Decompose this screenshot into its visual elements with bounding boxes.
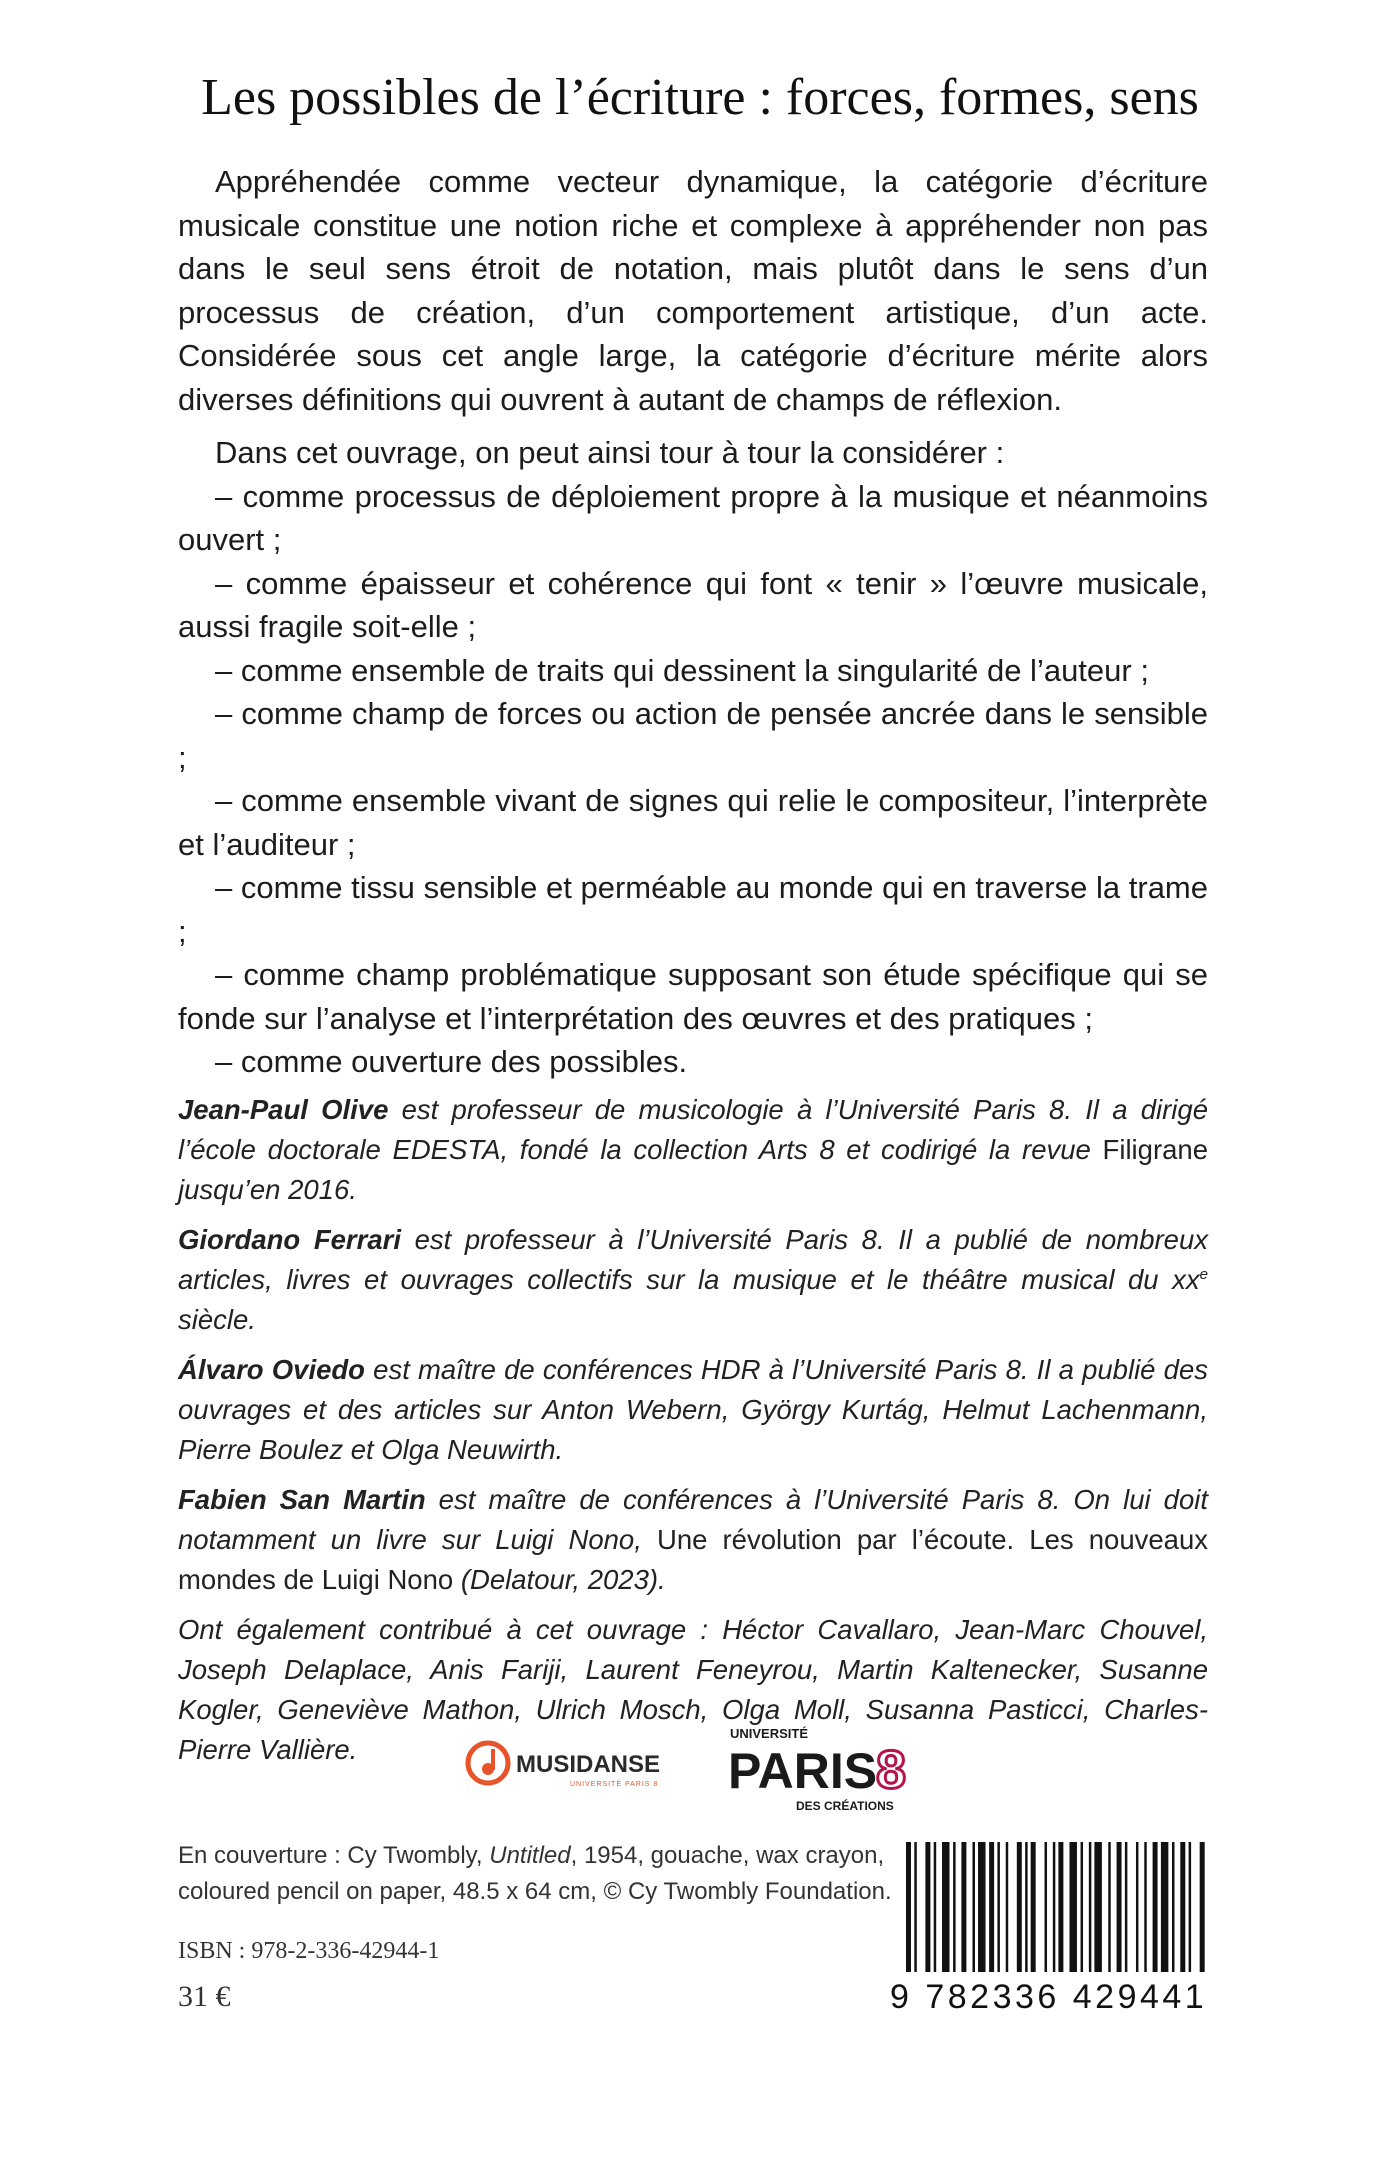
barcode-bar xyxy=(1006,1842,1008,1972)
barcode-bar xyxy=(1108,1842,1110,1972)
list-item: – comme ensemble de traits qui dessinent la singularité de l’auteur ; xyxy=(215,652,1149,688)
barcode-bar xyxy=(953,1842,955,1972)
barcode-bar xyxy=(1136,1842,1138,1972)
barcode-bar xyxy=(1180,1842,1185,1972)
bio-text: est professeur de musicologie à l’Université Paris 8. Il a dirigé l’école doctorale EDESTA, fondé la collection Arts 8 et codirigé la revue xyxy=(178,1094,1208,1165)
barcode-bar xyxy=(1081,1842,1083,1972)
barcode-bar xyxy=(1045,1842,1047,1972)
barcode-bar xyxy=(1144,1842,1146,1972)
bio-text: est professeur à l’Université Paris 8. Il a publié de nombreux articles, livres et ouvrages collectifs sur la musique et le théâtre musical du xyxy=(178,1224,1208,1295)
barcode-bar xyxy=(925,1842,930,1972)
list-item: – comme épaisseur et cohérence qui font « tenir » l’œuvre musicale, aussi fragile soit-elle ; xyxy=(178,565,1208,644)
list-item: – comme champ problématique supposant son étude spécifique qui se fonde sur l’analyse et l’interprétation des œuvres et des pratiques ; xyxy=(178,957,1208,1036)
bio-text: est maître de conférences HDR à l’Université Paris 8. Il a publié des ouvrages et des articles sur Anton Webern, György Kurtág, Helmut Lachenmann, Pierre Boulez et Olga Neuwirth. xyxy=(178,1354,1208,1465)
book-title: Les possibles de l’écriture : forces, formes, sens xyxy=(201,69,1199,126)
contributors: Ont également contribué à cet ouvrage : Héctor Cavallaro, Jean-Marc Chouvel, Joseph Delaplace, Anis Fariji, Laurent Feneyrou, Martin Kaltenecker, Susanne Kogler, Geneviève Mathon, Ulrich Mosch, Olga Moll, Susanna Pasticci, Charles-Pierre Vallière. xyxy=(178,1614,1208,1765)
book-title-ref: Une révolution par l’écoute. Les nouveaux mondes de Luigi Nono xyxy=(178,1524,1208,1595)
author-name: Álvaro Oviedo xyxy=(178,1354,365,1385)
barcode-bar xyxy=(989,1842,994,1972)
artwork-title: Untitled xyxy=(489,1842,571,1869)
barcode-bar xyxy=(1125,1842,1127,1972)
barcode-bar xyxy=(1153,1842,1158,1972)
barcode-bar xyxy=(1200,1842,1205,1972)
barcode-bar xyxy=(914,1842,916,1972)
price: 31 € xyxy=(178,1980,231,2013)
barcode-bar xyxy=(1031,1842,1036,1972)
barcode-bar xyxy=(997,1842,999,1972)
musidanse-icon xyxy=(464,1735,684,1795)
barcode-number: 9 782336 429441 xyxy=(890,1978,1208,2016)
bio-olive xyxy=(178,1090,1208,1210)
barcode-bar xyxy=(934,1842,936,1972)
barcode-bar xyxy=(1025,1842,1027,1972)
list-item: – comme tissu sensible et perméable au monde qui en traverse la trame ; xyxy=(178,870,1208,949)
paris8-logo xyxy=(726,1722,916,1814)
cover-credit xyxy=(178,1838,898,1910)
bio-text: est maître de conférences à l’Université Paris 8. On lui doit notamment un livre sur Luigi Nono, xyxy=(178,1484,1208,1555)
bio-ferrari xyxy=(178,1220,1208,1340)
barcode-bar xyxy=(1058,1842,1063,1972)
paris8-digit: 8 xyxy=(876,1740,907,1800)
list-item: – comme ouverture des possibles. xyxy=(215,1044,688,1079)
paris8-main: PARIS xyxy=(728,1743,878,1799)
author-name: Jean-Paul Olive xyxy=(178,1094,389,1125)
paris8-top: UNIVERSITÉ xyxy=(730,1726,809,1741)
author-bios xyxy=(178,1090,1208,1780)
credit-prefix: En couverture : Cy Twombly, xyxy=(178,1842,490,1869)
barcode-bar xyxy=(1172,1842,1174,1972)
barcode-bar xyxy=(1053,1842,1055,1972)
list-item: – comme ensemble vivant de signes qui relie le compositeur, l’interprète et l’auditeur ; xyxy=(178,783,1208,862)
list-item: – comme champ de forces ou action de pensée ancrée dans le sensible ; xyxy=(178,696,1208,775)
credit-rest: , 1954, gouache, wax crayon, coloured pencil on paper, 48.5 x 64 cm, © Cy Twombly Foundation. xyxy=(178,1842,892,1905)
bio-text: (Delatour, 2023). xyxy=(453,1564,666,1595)
list-item: – comme processus de déploiement propre à la musique et néanmoins ouvert ; xyxy=(178,478,1208,557)
author-name: Giordano Ferrari xyxy=(178,1224,401,1255)
century: xx xyxy=(1172,1264,1200,1295)
musidanse-sub: UNIVERSITÉ PARIS 8 xyxy=(570,1781,659,1788)
author-name: Fabien San Martin xyxy=(178,1484,426,1515)
paris8-bottom: DES CRÉATIONS xyxy=(796,1799,894,1813)
barcode xyxy=(906,1842,1208,1972)
barcode-bar xyxy=(942,1842,949,1972)
journal-title: Filigrane xyxy=(1102,1134,1208,1165)
barcode-bar xyxy=(1094,1842,1101,1972)
bio-san-martin xyxy=(178,1480,1208,1600)
musidanse-wordmark: MUSIDANSE xyxy=(516,1751,661,1778)
bio-text: jusqu’en 2016. xyxy=(178,1174,357,1205)
bio-text: siècle. xyxy=(178,1304,256,1335)
intro-paragraph: Appréhendée comme vecteur dynamique, la catégorie d’écriture musicale constitue une notion riche et complexe à appréhender non pas dans le seul sens étroit de notation, mais plutôt dans le sens d’un processus de création, d’un comportement artistique, d’un acte. Considérée sous cet angle large, la catégorie d’écriture mérite alors diverses définitions qui ouvrent à autant de champs de réflexion. xyxy=(178,164,1208,417)
barcode-bar xyxy=(1089,1842,1091,1972)
isbn: ISBN : 978-2-336-42944-1 xyxy=(178,1938,440,1964)
paris8-icon xyxy=(726,1722,916,1814)
barcode-bar xyxy=(978,1842,985,1972)
barcode-bar xyxy=(961,1842,966,1972)
barcode-bar xyxy=(1069,1842,1076,1972)
intro-lead: Dans cet ouvrage, on peut ainsi tour à tour la considérer : xyxy=(215,435,1005,470)
bio-oviedo xyxy=(178,1350,1208,1470)
barcode-bar xyxy=(906,1842,911,1972)
century-sup: e xyxy=(1199,1265,1208,1283)
barcode-bar xyxy=(1117,1842,1122,1972)
barcode-bar xyxy=(1161,1842,1168,1972)
barcode-bar xyxy=(973,1842,975,1972)
barcode-bar xyxy=(1189,1842,1191,1972)
blurb xyxy=(178,160,1208,1084)
musidanse-logo xyxy=(464,1735,684,1795)
barcode-bar xyxy=(1017,1842,1022,1972)
